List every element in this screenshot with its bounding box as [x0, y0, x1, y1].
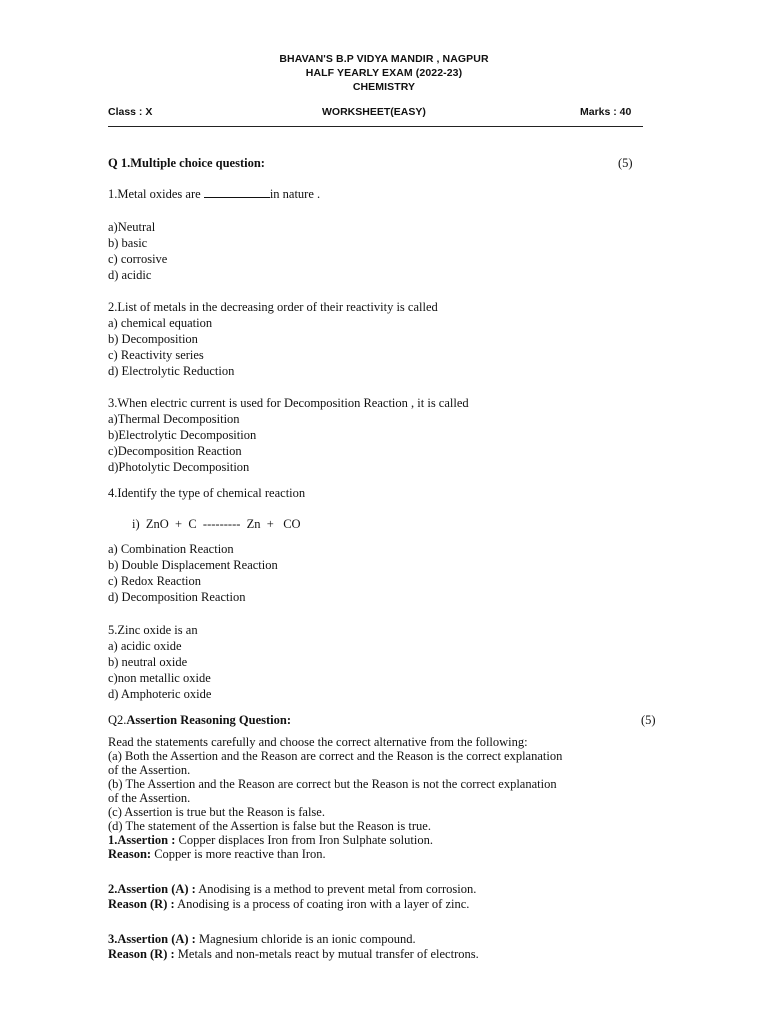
option: b) neutral oxide — [108, 655, 188, 669]
option: c) Redox Reaction — [108, 574, 202, 588]
option: a)Neutral — [108, 220, 156, 234]
instruction-line: (a) Both the Assertion and the Reason are correct and the Reason is the correct explanation — [108, 749, 563, 763]
option: d) acidic — [108, 268, 152, 282]
option: b) Double Displacement Reaction — [108, 558, 278, 572]
reason-1: Reason: Copper is more reactive than Iron. — [108, 847, 326, 861]
option: d) Amphoteric oxide — [108, 687, 212, 701]
instruction-line: of the Assertion. — [108, 763, 191, 777]
option: c)Decomposition Reaction — [108, 444, 242, 458]
instruction-line: Read the statements carefully and choose the correct alternative from the following: — [108, 735, 528, 749]
assertion-1: 1.Assertion : Copper displaces Iron from Iron Sulphate solution. — [108, 833, 433, 847]
q1-item-2 — [108, 299, 438, 379]
option: a) chemical equation — [108, 316, 213, 330]
worksheet-label: WORKSHEET(EASY) — [322, 106, 426, 118]
q2-instructions — [108, 735, 562, 861]
q1-item-3 — [108, 395, 469, 475]
header-divider — [108, 126, 643, 127]
instruction-line: (b) The Assertion and the Reason are correct but the Reason is not the correct explanation — [108, 777, 557, 791]
q1-marks: (5) — [618, 156, 633, 170]
school-name: BHAVAN'S B.P VIDYA MANDIR , NAGPUR — [279, 53, 489, 65]
question: 5.Zinc oxide is an — [108, 623, 198, 637]
q1-item-4-question: 4.Identify the type of chemical reaction — [108, 486, 306, 500]
option: b)Electrolytic Decomposition — [108, 428, 257, 442]
option: b) Decomposition — [108, 332, 198, 346]
instruction-line: of the Assertion. — [108, 791, 191, 805]
option: c) corrosive — [108, 252, 168, 266]
class-label: Class : X — [108, 106, 153, 118]
option: c)non metallic oxide — [108, 671, 211, 685]
q2-item-3 — [108, 932, 479, 961]
reaction-equation: i) ZnO + C --------- Zn + CO — [132, 517, 301, 531]
q2-marks: (5) — [641, 713, 656, 727]
subject-title: CHEMISTRY — [352, 81, 416, 93]
question: 2.List of metals in the decreasing order of their reactivity is called — [108, 300, 438, 314]
q1-item-1-options — [108, 219, 167, 283]
reason-3: Reason (R) : Metals and non-metals react by mutual transfer of electrons. — [108, 946, 479, 961]
instruction-line: (d) The statement of the Assertion is false but the Reason is true. — [108, 819, 431, 833]
instruction-line: (c) Assertion is true but the Reason is false. — [108, 805, 325, 819]
option: a) Combination Reaction — [108, 542, 234, 556]
option: d) Electrolytic Reduction — [108, 364, 235, 378]
option: d)Photolytic Decomposition — [108, 460, 250, 474]
assertion-3: 3.Assertion (A) : Magnesium chloride is an ionic compound. — [108, 932, 416, 946]
q1-item-5 — [108, 622, 211, 702]
q1-item-4-options — [108, 541, 278, 605]
marks-label: Marks : 40 — [580, 106, 632, 118]
option: a) acidic oxide — [108, 639, 182, 653]
q2-item-2 — [108, 882, 476, 911]
reason-2: Reason (R) : Anodising is a process of coating iron with a layer of zinc. — [108, 896, 470, 911]
q1-item-1-question: 1.Metal oxides are in nature . — [108, 187, 321, 201]
q1-title: Q 1.Multiple choice question: — [108, 156, 265, 170]
question: 3.When electric current is used for Decomposition Reaction , it is called — [108, 396, 469, 410]
exam-title: HALF YEARLY EXAM (2022-23) — [305, 67, 463, 79]
option: b) basic — [108, 236, 148, 250]
option: d) Decomposition Reaction — [108, 590, 246, 604]
q2-title: Q2.Assertion Reasoning Question: — [108, 713, 291, 727]
answer-blank — [204, 188, 270, 198]
option: a)Thermal Decomposition — [108, 412, 240, 426]
assertion-2: 2.Assertion (A) : Anodising is a method to prevent metal from corrosion. — [108, 882, 477, 896]
option: c) Reactivity series — [108, 348, 204, 362]
